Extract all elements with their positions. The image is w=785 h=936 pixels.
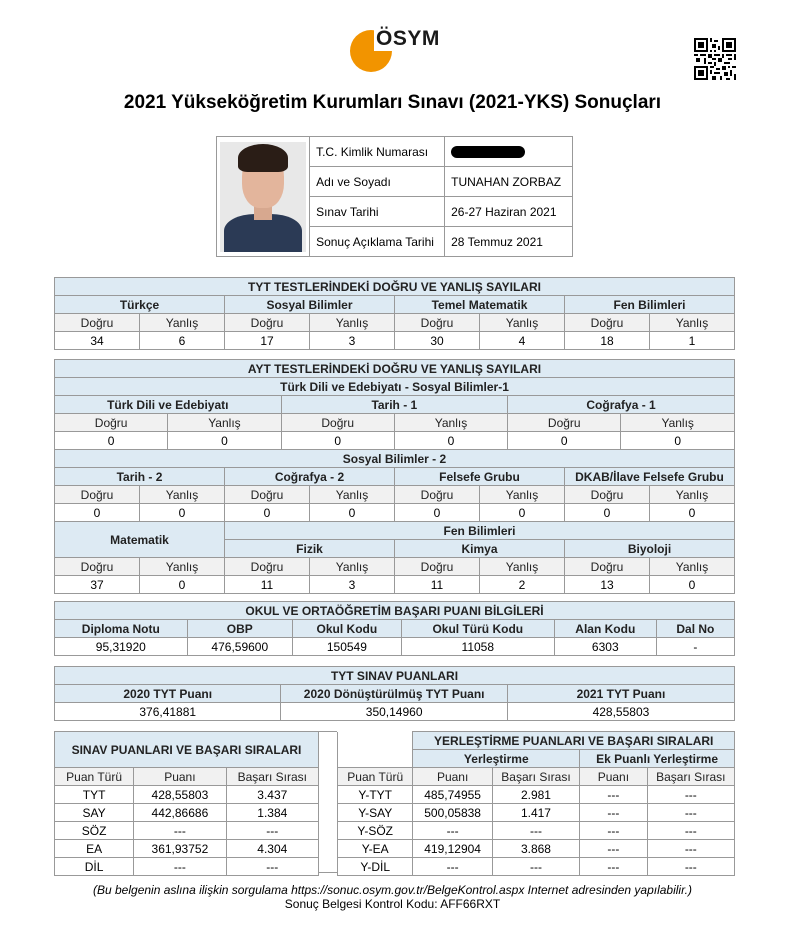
tyt-score-header: 2021 TYT Puanı <box>507 685 734 703</box>
score-value: --- <box>413 858 492 876</box>
score-value: 442,86686 <box>134 804 226 822</box>
placement-scores-table <box>337 731 735 876</box>
table-row <box>55 786 319 804</box>
tyt-scores-table <box>54 666 735 721</box>
ayt-subject-name: Coğrafya - 2 <box>225 468 395 486</box>
dogru-label: Doğru <box>225 314 310 332</box>
ayt-math-name: Matematik <box>55 522 225 558</box>
verification-note: (Bu belgenin aslına ilişkin sorgulama https://sonuc.osym.gov.tr/BelgeKontrol.aspx Internet adresinden yapılabilir.) <box>93 883 692 897</box>
yanlis-label: Yanlış <box>650 486 735 504</box>
ayt-dogru-value: 11 <box>395 576 480 594</box>
ayt-subject-name: Tarih - 1 <box>281 396 508 414</box>
rank-value: --- <box>492 858 579 876</box>
score-value: 500,05838 <box>413 804 492 822</box>
tyt-dogru-value: 17 <box>225 332 310 350</box>
exam-date-value: 26-27 Haziran 2021 <box>445 197 573 227</box>
ayt-group1-title: Türk Dili ve Edebiyatı - Sosyal Bilimler-1 <box>55 378 735 396</box>
extra-score-value: --- <box>580 840 647 858</box>
ayt-counts-title: AYT TESTLERİNDEKİ DOĞRU VE YANLIŞ SAYILARI <box>55 360 735 378</box>
score-type: SAY <box>55 804 134 822</box>
yanlis-label: Yanlış <box>168 414 281 432</box>
school-info-value: - <box>656 638 734 656</box>
yanlis-label: Yanlış <box>310 558 395 576</box>
tyt-scores-title: TYT SINAV PUANLARI <box>55 667 735 685</box>
table-row <box>55 804 319 822</box>
tyt-yanlis-value: 4 <box>480 332 565 350</box>
ayt-yanlis-value: 0 <box>310 504 395 522</box>
ayt-counts-table-1 <box>54 359 735 450</box>
score-value: 428,55803 <box>134 786 226 804</box>
school-info-value: 476,59600 <box>187 638 292 656</box>
dogru-label: Doğru <box>55 486 140 504</box>
exam-scores-header: Puanı <box>134 768 226 786</box>
yanlis-label: Yanlış <box>394 414 507 432</box>
qr-code-icon <box>694 38 736 80</box>
tyt-dogru-value: 18 <box>565 332 650 350</box>
exam-scores-table <box>54 731 319 876</box>
school-info-header: Okul Kodu <box>292 620 401 638</box>
placement-header: Başarı Sırası <box>492 768 579 786</box>
school-info-value: 95,31920 <box>55 638 188 656</box>
table-separator <box>319 731 337 873</box>
rank-value: 1.417 <box>492 804 579 822</box>
ayt-fen-title: Fen Bilimleri <box>225 522 735 540</box>
ayt-subject-name: Kimya <box>395 540 565 558</box>
ayt-group2-title: Sosyal Bilimler - 2 <box>55 450 735 468</box>
dogru-label: Doğru <box>395 558 480 576</box>
placement-header: Puan Türü <box>338 768 413 786</box>
table-row <box>338 822 735 840</box>
placement-group-2: Ek Puanlı Yerleştirme <box>580 750 735 768</box>
tc-redaction <box>451 146 525 158</box>
photo-hair <box>238 144 288 172</box>
ayt-yanlis-value: 0 <box>140 576 225 594</box>
table-row <box>55 840 319 858</box>
ayt-yanlis-value: 0 <box>394 432 507 450</box>
dogru-label: Doğru <box>55 314 140 332</box>
yanlis-label: Yanlış <box>650 558 735 576</box>
rank-value: --- <box>226 822 318 840</box>
ayt-dogru-value: 0 <box>508 432 621 450</box>
score-type: DİL <box>55 858 134 876</box>
dogru-label: Doğru <box>55 414 168 432</box>
yanlis-label: Yanlış <box>480 314 565 332</box>
yanlis-label: Yanlış <box>480 486 565 504</box>
tyt-yanlis-value: 6 <box>140 332 225 350</box>
dogru-label: Doğru <box>565 558 650 576</box>
ayt-dogru-value: 37 <box>55 576 140 594</box>
score-type: EA <box>55 840 134 858</box>
ayt-dogru-value: 0 <box>55 504 140 522</box>
ayt-yanlis-value: 0 <box>140 504 225 522</box>
tyt-score-header: 2020 TYT Puanı <box>55 685 281 703</box>
candidate-photo <box>220 142 306 252</box>
dogru-label: Doğru <box>225 558 310 576</box>
tyt-section-name: Türkçe <box>55 296 225 314</box>
document-title: 2021 Yükseköğretim Kurumları Sınavı (2021-YKS) Sonuçları <box>123 92 662 113</box>
table-row <box>338 858 735 876</box>
placement-header: Puanı <box>413 768 492 786</box>
osym-logo <box>348 27 444 75</box>
score-value: --- <box>413 822 492 840</box>
rank-value: 2.981 <box>492 786 579 804</box>
table-row <box>338 840 735 858</box>
tyt-dogru-value: 34 <box>55 332 140 350</box>
ayt-subject-name: Tarih - 2 <box>55 468 225 486</box>
yanlis-label: Yanlış <box>650 314 735 332</box>
school-info-header: OBP <box>187 620 292 638</box>
rank-value: 3.437 <box>226 786 318 804</box>
score-value: 419,12904 <box>413 840 492 858</box>
ayt-dogru-value: 0 <box>565 504 650 522</box>
placement-header-blank <box>338 732 413 768</box>
yanlis-label: Yanlış <box>140 486 225 504</box>
name-value: TUNAHAN ZORBAZ <box>445 167 573 197</box>
yanlis-label: Yanlış <box>480 558 565 576</box>
yanlis-label: Yanlış <box>140 314 225 332</box>
exam-scores-header: Puan Türü <box>55 768 134 786</box>
rank-value: --- <box>226 858 318 876</box>
extra-score-value: --- <box>580 786 647 804</box>
score-type: Y-TYT <box>338 786 413 804</box>
extra-rank-value: --- <box>647 822 734 840</box>
school-info-header: Alan Kodu <box>554 620 656 638</box>
dogru-label: Doğru <box>225 486 310 504</box>
ayt-yanlis-value: 0 <box>650 576 735 594</box>
score-type: Y-SAY <box>338 804 413 822</box>
tc-value <box>445 137 573 167</box>
school-info-header: Dal No <box>656 620 734 638</box>
ayt-yanlis-value: 0 <box>168 432 281 450</box>
score-type: TYT <box>55 786 134 804</box>
ayt-counts-table-2 <box>54 449 735 594</box>
dogru-label: Doğru <box>395 486 480 504</box>
tyt-counts-table <box>54 277 735 350</box>
control-code: Sonuç Belgesi Kontrol Kodu: AFF66RXT <box>284 897 501 911</box>
tc-label: T.C. Kimlik Numarası <box>310 137 445 167</box>
ayt-yanlis-value: 3 <box>310 576 395 594</box>
tyt-yanlis-value: 3 <box>310 332 395 350</box>
ayt-subject-name: Türk Dili ve Edebiyatı <box>55 396 282 414</box>
school-info-table <box>54 601 735 656</box>
placement-group-1: Yerleştirme <box>413 750 580 768</box>
extra-score-value: --- <box>580 858 647 876</box>
table-row <box>55 822 319 840</box>
tyt-score-value: 428,55803 <box>507 703 734 721</box>
table-row <box>338 786 735 804</box>
score-value: --- <box>134 822 226 840</box>
ayt-subject-name: Coğrafya - 1 <box>508 396 735 414</box>
extra-rank-value: --- <box>647 804 734 822</box>
placement-title: YERLEŞTİRME PUANLARI VE BAŞARI SIRALARI <box>413 732 735 750</box>
rank-value: 3.868 <box>492 840 579 858</box>
placement-header: Puanı <box>580 768 647 786</box>
table-row <box>55 858 319 876</box>
school-info-header: Diploma Notu <box>55 620 188 638</box>
ayt-dogru-value: 0 <box>395 504 480 522</box>
placement-header: Başarı Sırası <box>647 768 734 786</box>
school-info-value: 11058 <box>401 638 554 656</box>
name-label: Adı ve Soyadı <box>310 167 445 197</box>
tyt-score-header: 2020 Dönüştürülmüş TYT Puanı <box>281 685 507 703</box>
ayt-subject-name: Fizik <box>225 540 395 558</box>
extra-score-value: --- <box>580 822 647 840</box>
school-info-value: 6303 <box>554 638 656 656</box>
score-value: 361,93752 <box>134 840 226 858</box>
dogru-label: Doğru <box>565 314 650 332</box>
extra-rank-value: --- <box>647 858 734 876</box>
ayt-yanlis-value: 0 <box>650 504 735 522</box>
school-info-title: OKUL VE ORTAÖĞRETİM BAŞARI PUANI BİLGİLERİ <box>55 602 735 620</box>
tyt-section-name: Temel Matematik <box>395 296 565 314</box>
tyt-section-name: Sosyal Bilimler <box>225 296 395 314</box>
exam-scores-header: Başarı Sırası <box>226 768 318 786</box>
rank-value: --- <box>492 822 579 840</box>
ayt-dogru-value: 0 <box>225 504 310 522</box>
score-value: --- <box>134 858 226 876</box>
candidate-photo-cell <box>217 137 310 257</box>
candidate-info-table <box>216 136 573 257</box>
result-date-label: Sonuç Açıklama Tarihi <box>310 227 445 257</box>
tyt-section-name: Fen Bilimleri <box>565 296 735 314</box>
score-type: SÖZ <box>55 822 134 840</box>
extra-score-value: --- <box>580 804 647 822</box>
yanlis-label: Yanlış <box>621 414 735 432</box>
table-row <box>338 804 735 822</box>
ayt-yanlis-value: 0 <box>621 432 735 450</box>
extra-rank-value: --- <box>647 840 734 858</box>
school-info-header: Okul Türü Kodu <box>401 620 554 638</box>
ayt-dogru-value: 0 <box>281 432 394 450</box>
score-type: Y-EA <box>338 840 413 858</box>
ayt-dogru-value: 0 <box>55 432 168 450</box>
result-date-value: 28 Temmuz 2021 <box>445 227 573 257</box>
score-type: Y-SÖZ <box>338 822 413 840</box>
exam-scores-title: SINAV PUANLARI VE BAŞARI SIRALARI <box>55 732 319 768</box>
ayt-subject-name: Felsefe Grubu <box>395 468 565 486</box>
extra-rank-value: --- <box>647 786 734 804</box>
yanlis-label: Yanlış <box>140 558 225 576</box>
dogru-label: Doğru <box>395 314 480 332</box>
tyt-yanlis-value: 1 <box>650 332 735 350</box>
osym-logo-text: ÖSYM <box>376 27 440 50</box>
yanlis-label: Yanlış <box>310 314 395 332</box>
rank-value: 1.384 <box>226 804 318 822</box>
dogru-label: Doğru <box>565 486 650 504</box>
ayt-subject-name: DKAB/İlave Felsefe Grubu <box>565 468 735 486</box>
ayt-subject-name: Biyoloji <box>565 540 735 558</box>
ayt-dogru-value: 13 <box>565 576 650 594</box>
score-type: Y-DİL <box>338 858 413 876</box>
tyt-score-value: 350,14960 <box>281 703 507 721</box>
school-info-value: 150549 <box>292 638 401 656</box>
ayt-yanlis-value: 0 <box>480 504 565 522</box>
tyt-score-value: 376,41881 <box>55 703 281 721</box>
exam-date-label: Sınav Tarihi <box>310 197 445 227</box>
dogru-label: Doğru <box>281 414 394 432</box>
score-value: 485,74955 <box>413 786 492 804</box>
ayt-yanlis-value: 2 <box>480 576 565 594</box>
dogru-label: Doğru <box>55 558 140 576</box>
yanlis-label: Yanlış <box>310 486 395 504</box>
tyt-counts-title: TYT TESTLERİNDEKİ DOĞRU VE YANLIŞ SAYILARI <box>55 278 735 296</box>
dogru-label: Doğru <box>508 414 621 432</box>
ayt-dogru-value: 11 <box>225 576 310 594</box>
rank-value: 4.304 <box>226 840 318 858</box>
tyt-dogru-value: 30 <box>395 332 480 350</box>
